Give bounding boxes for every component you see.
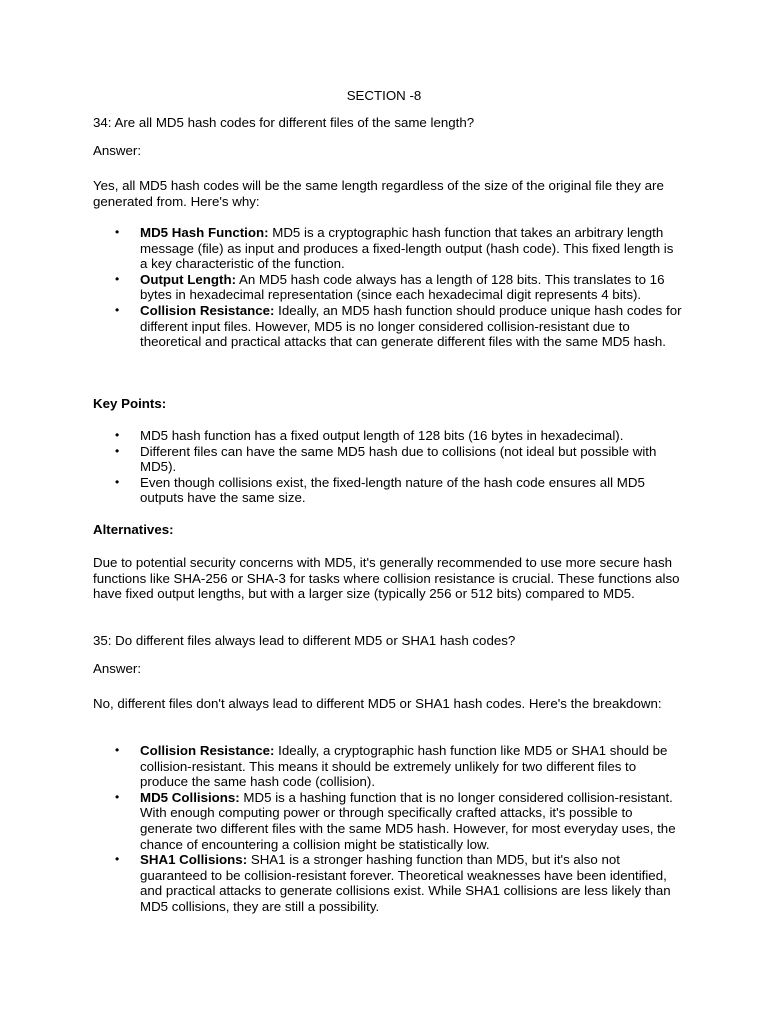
list-item [93, 272, 683, 303]
bullet-glyph: • [115, 474, 120, 489]
list-item [93, 790, 683, 852]
key-point-text: MD5 hash function has a fixed output length of 128 bits (16 bytes in hexadecimal). [140, 428, 624, 443]
answer-intro-35: No, different files don't always lead to different MD5 or SHA1 hash codes. Here's the breakdown: [93, 696, 662, 711]
bullet-text: MD5 is a hashing function that is no longer considered collision-resistant. With enough computing power or through specifically crafted attacks, it's possible to generate two different files with the same MD5 hash. However, for most everyday uses, the chance of encountering a collision might be statistically low. [140, 789, 676, 852]
bullet-term: Collision Resistance: [140, 743, 275, 758]
list-item [93, 428, 683, 444]
question-35: 35: Do different files always lead to different MD5 or SHA1 hash codes? [93, 633, 516, 648]
bullet-text: MD5 is a cryptographic hash function that takes an arbitrary length message (file) as input and produces a fixed-length output (hash code). This fixed length is a key characteristic of the function. [140, 225, 674, 272]
answer-35-bullets [93, 743, 683, 915]
bullet-glyph: • [115, 271, 120, 286]
bullet-text: Ideally, an MD5 hash function should produce unique hash codes for different input files. However, MD5 is no longer considered collision-resistant due to theoretical and practical attacks that can generate different files with the same MD5 hash. [140, 302, 682, 350]
answer-intro-34: Yes, all MD5 hash codes will be the same length regardless of the size of the original file they are generated from. Here's why: [93, 178, 664, 209]
bullet-term: MD5 Hash Function: [140, 225, 269, 240]
key-points-list [93, 428, 683, 506]
key-point-text: Even though collisions exist, the fixed-length nature of the hash code ensures all MD5 outputs have the same size. [140, 474, 645, 506]
bullet-text: Ideally, a cryptographic hash function like MD5 or SHA1 should be collision-resistant. This means it should be extremely unlikely for two different files to produce the same hash code (collision). [140, 743, 668, 790]
bullet-glyph: • [115, 743, 120, 757]
list-item [93, 225, 683, 272]
bullet-text: An MD5 hash code always has a length of 128 bits. This translates to 16 bytes in hexadecimal representation (since each hexadecimal digit represents 4 bits). [140, 271, 665, 303]
list-item [93, 303, 683, 350]
alternatives-text: Due to potential security concerns with MD5, it's generally recommended to use more secure hash functions like SHA-256 or SHA-3 for tasks where collision resistance is crucial. These functions also have fixed output lengths, but with a larger size (typically 256 or 512 bits) compared to MD5. [93, 555, 680, 602]
bullet-term: Collision Resistance: [140, 302, 275, 318]
list-item [93, 852, 683, 914]
alternatives-heading: Alternatives: [93, 522, 174, 537]
key-point-text: Different files can have the same MD5 hash due to collisions (not ideal but possible with MD5). [140, 443, 657, 475]
bullet-term: SHA1 Collisions: [140, 852, 248, 868]
bullet-glyph: • [115, 302, 120, 317]
bullet-glyph: • [115, 225, 120, 239]
bullet-glyph: • [115, 428, 120, 442]
list-item [93, 475, 683, 506]
answer-label-34: Answer: [93, 143, 142, 158]
bullet-glyph: • [115, 443, 120, 458]
bullet-term: Output Length: [140, 271, 236, 287]
list-item [93, 743, 683, 790]
key-points-heading: Key Points: [93, 396, 167, 411]
section-title: SECTION -8 [346, 88, 422, 103]
bullet-glyph: • [115, 789, 120, 804]
answer-34-bullets [93, 225, 683, 350]
answer-label-35: Answer: [93, 661, 142, 676]
question-34: 34: Are all MD5 hash codes for different files of the same length? [93, 115, 475, 130]
bullet-text: SHA1 is a stronger hashing function than MD5, but it's also not guaranteed to be collision-resistant forever. Theoretical weaknesses have been identified, and practical attacks to generate collisions exist. While SHA1 collisions are less likely than MD5 collisions, they are still a possibility. [140, 852, 671, 914]
bullet-term: MD5 Collisions: [140, 789, 240, 805]
list-item [93, 444, 683, 475]
bullet-glyph: • [115, 852, 120, 867]
